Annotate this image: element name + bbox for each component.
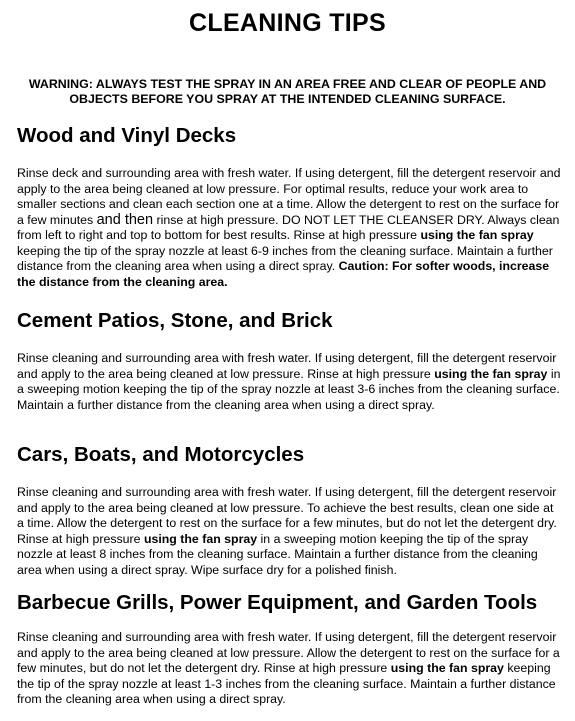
text-run: Rinse cleaning and surrounding area with fresh water. If using detergent, fill the detergent reservoir and apply to the area being cleaned at low pressure. Rinse at high pressure	[17, 351, 557, 381]
text-run: Rinse cleaning and surrounding area with fresh water. If using detergent, fill the detergent reservoir and apply to the area being cleaned at low pressure. To achieve the best results, clean one side at a time. Allow the detergent to rest on the surface for a few minutes, but do not let the detergent dry. Rinse at high pressure	[17, 485, 557, 546]
bold-text: using the fan spray	[420, 228, 534, 242]
section-body-cars-boats	[17, 485, 561, 578]
section-body-wood-vinyl-decks	[17, 166, 561, 290]
warning-notice: WARNING: ALWAYS TEST THE SPRAY IN AN AREA FREE AND CLEAR OF PEOPLE AND OBJECTS BEFORE YOU SPRAY AT THE INTENDED CLEANING SURFACE.	[28, 77, 547, 106]
section-body-barbecue-grills	[17, 630, 561, 708]
section-heading-barbecue-grills: Barbecue Grills, Power Equipment, and Garden Tools	[17, 591, 538, 614]
emphasis-text: and then	[96, 211, 154, 228]
text-run: in a sweeping motion keeping the tip of the spray nozzle at least 3-6 inches from the cleaning surface. Maintain a further distance from the cleaning area when using a direct spray.	[17, 366, 561, 412]
text-run: rinse at high pressure. DO NOT LET THE CLEANSER DRY. Always clean from left to right and top to bottom for best results. Rinse at high pressure	[17, 212, 560, 242]
text-run: Rinse cleaning and surrounding area with fresh water. If using detergent, fill the detergent reservoir and apply to the area being cleaned at low pressure. Allow the detergent to rest on the surface for a few minutes, but do not let the detergent dry. Rinse at high pressure	[17, 630, 560, 675]
section-heading-cars-boats: Cars, Boats, and Motorcycles	[17, 443, 305, 466]
section-body-cement-patios	[17, 351, 561, 413]
bold-text: using the fan spray	[143, 531, 258, 546]
text-run: keeping the tip of the spray nozzle at least 1-3 inches from the cleaning surface. Maintain a further distance from the cleaning area when using a direct spray.	[17, 661, 556, 706]
bold-text: using the fan spray	[434, 366, 548, 381]
text-run: keeping the tip of the spray nozzle at least 6-9 inches from the cleaning surface. Maintain a further distance from the cleaning area when using a direct spray.	[17, 243, 553, 273]
caution-text: Caution: For softer woods, increase the distance from the cleaning area.	[17, 259, 550, 289]
section-heading-wood-vinyl-decks: Wood and Vinyl Decks	[17, 124, 237, 147]
bold-text: using the fan spray	[390, 661, 504, 675]
page-title: CLEANING TIPS	[189, 9, 386, 37]
text-run: in a sweeping motion keeping the tip of the spray nozzle at least 8 inches from the cleaning surface. Maintain a further distance from the cleaning area when using a direct spray. Wipe surface dry for a polished finish.	[17, 531, 538, 577]
section-heading-cement-patios: Cement Patios, Stone, and Brick	[17, 309, 333, 332]
text-run: Rinse deck and surrounding area with fresh water. If using detergent, fill the detergent reservoir and apply to the area being cleaned at low pressure. For optimal results, reduce your work area to smaller sections and clean each section one at a time. Allow the detergent to rest on the surface for a few minutes	[17, 166, 561, 227]
